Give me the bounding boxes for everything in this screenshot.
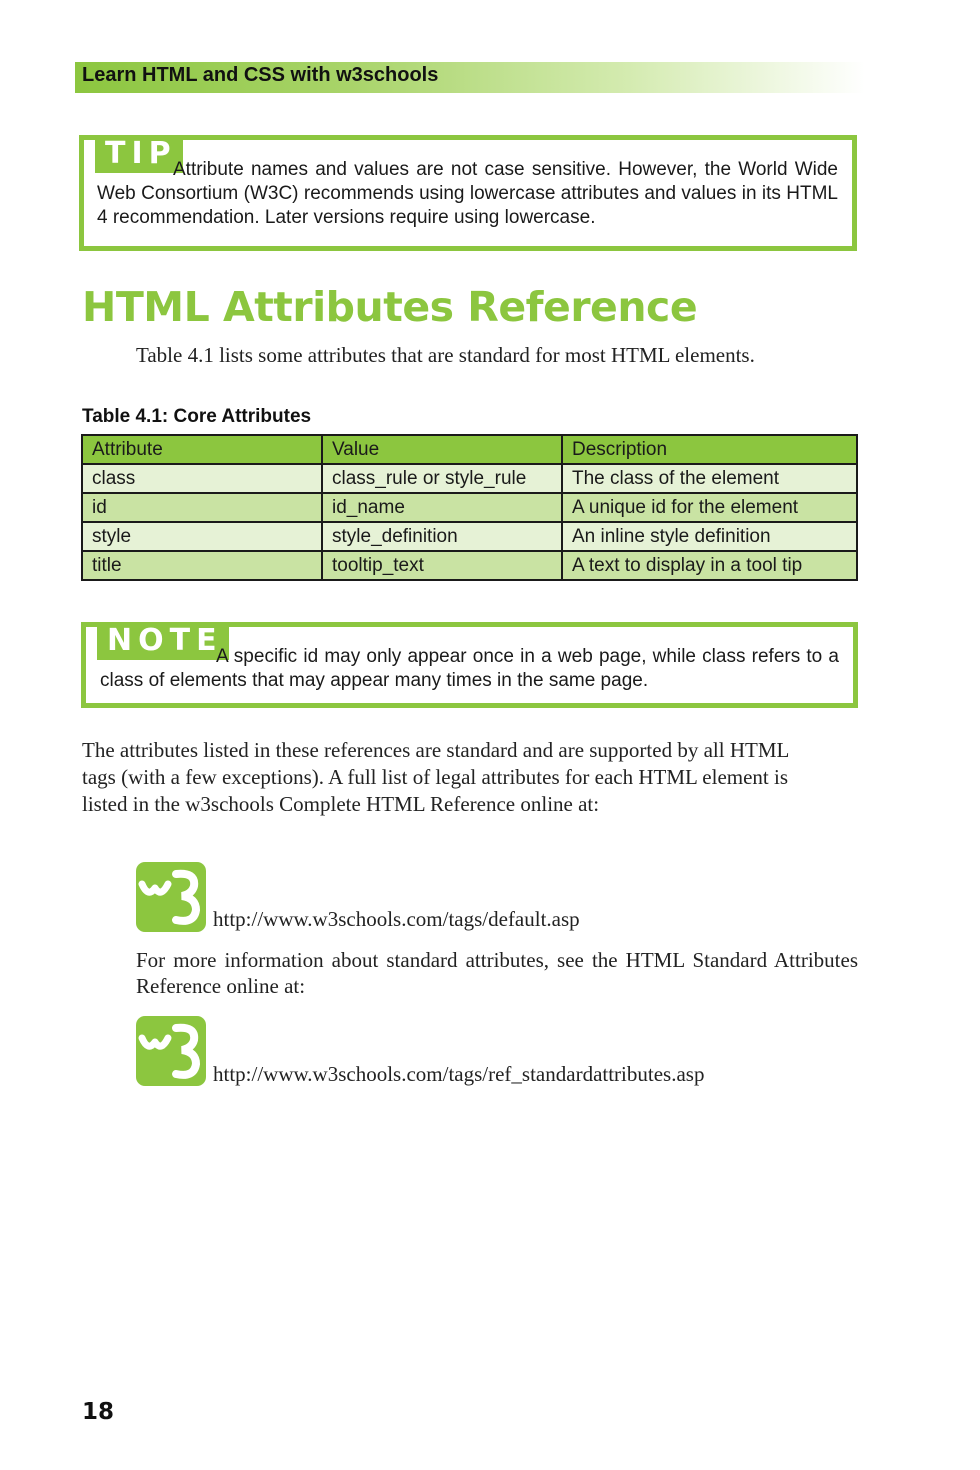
cell-attribute: title: [82, 551, 322, 580]
header-description: Description: [562, 435, 857, 464]
table-header-row: [82, 435, 857, 464]
table-row: [82, 464, 857, 493]
table-row: [82, 522, 857, 551]
note-label: NOTE: [97, 622, 229, 660]
section-heading: HTML Attributes Reference: [82, 283, 698, 331]
tip-label: TIP: [95, 135, 183, 173]
cell-value: style_definition: [322, 522, 562, 551]
cell-value: class_rule or style_rule: [322, 464, 562, 493]
tip-text-wrap: [97, 158, 838, 230]
tip-text: Attribute names and values are not case sensitive. However, the World Wide Web Consortium (W3C) recommends using lowercase attributes and values in its HTML 4 recommendation. Later versions require using lowercase.: [97, 159, 838, 228]
running-header-title: Learn HTML and CSS with w3schools: [82, 64, 439, 86]
cell-description: An inline style definition: [562, 522, 857, 551]
cell-value: tooltip_text: [322, 551, 562, 580]
header-value: Value: [322, 435, 562, 464]
note-text: A specific id may only appear once in a web page, while class refers to a class of elements that may appear many times in the same page.: [100, 646, 839, 691]
tip-box: [79, 135, 857, 251]
table-caption: Table 4.1: Core Attributes: [82, 406, 312, 427]
w3-logo-icon: [136, 1016, 206, 1086]
cell-description: A unique id for the element: [562, 493, 857, 522]
header-attribute: Attribute: [82, 435, 322, 464]
note-text-wrap: [100, 645, 839, 693]
cell-value: id_name: [322, 493, 562, 522]
cell-attribute: class: [82, 464, 322, 493]
body-paragraph-2: For more information about standard attributes, see the HTML Standard Attributes Reference online at:: [136, 948, 858, 998]
table-row: [82, 493, 857, 522]
w3-logo-icon: [136, 862, 206, 932]
url-standard-attributes[interactable]: http://www.w3schools.com/tags/ref_standardattributes.asp: [213, 1062, 705, 1086]
page-number: 18: [82, 1399, 115, 1425]
cell-description: The class of the element: [562, 464, 857, 493]
cell-description: A text to display in a tool tip: [562, 551, 857, 580]
cell-attribute: style: [82, 522, 322, 551]
table-row: [82, 551, 857, 580]
body-paragraph-1: The attributes listed in these references are standard and are supported by all HTML tags (with a few exceptions). A full list of legal attributes for each HTML element is listed in the w3schools Complete HTML Reference online at:: [82, 738, 789, 816]
note-box: [81, 622, 858, 708]
core-attributes-table: [81, 434, 858, 581]
section-intro: Table 4.1 lists some attributes that are standard for most HTML elements.: [136, 343, 755, 367]
cell-attribute: id: [82, 493, 322, 522]
url-tags-default[interactable]: http://www.w3schools.com/tags/default.asp: [213, 907, 580, 931]
